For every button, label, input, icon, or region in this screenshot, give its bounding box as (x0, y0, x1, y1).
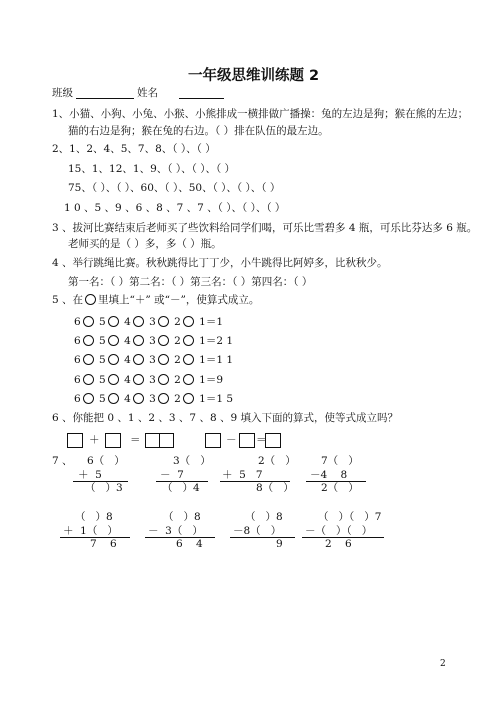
q2-line2: 15、1、12、1、9、（ ）、（ ）、（ ） (68, 163, 236, 175)
result: 1＝9 (199, 374, 224, 386)
q7-top: （ ）（ ）7 (318, 511, 382, 523)
blank-circle-icon (83, 354, 94, 365)
blank-circle-icon (108, 316, 119, 327)
q7-mid: ＋ 5 7 (222, 469, 263, 481)
blank-circle-icon (158, 335, 169, 346)
q3-line1: 3 、拔河比赛结束后老师买了些饮料给同学们喝，可乐比雪碧多 4 瓶，可乐比芬达多 6 瓶。 (52, 222, 478, 234)
num: 2 (174, 316, 181, 328)
q7-top: （ ）8 (75, 511, 113, 523)
num: 6 (74, 335, 81, 347)
num: 6 (74, 316, 81, 328)
blank-circle-icon (133, 374, 144, 385)
blank-circle-icon (183, 335, 194, 346)
q7-top: （ ）8 (163, 511, 201, 523)
num: 2 (174, 335, 181, 347)
q7-top: （ ）8 (245, 511, 283, 523)
answer-box (145, 433, 160, 448)
num: 5 (99, 374, 106, 386)
q2-line1: 2、1、2、4、5、7、8、（ ）、（ ） (52, 143, 216, 155)
blank-circle-icon (85, 294, 96, 305)
num: 4 (124, 335, 131, 347)
q7-bot: 7 6 (90, 538, 117, 550)
result: 1＝1 (199, 316, 224, 328)
blank-circle-icon (133, 354, 144, 365)
blank-circle-icon (158, 374, 169, 385)
q7-mid: －4 8 (310, 469, 348, 481)
page-number: 2 (440, 659, 446, 669)
name-blank (179, 98, 224, 99)
q7-label: 7 、 (52, 455, 73, 467)
result: 1＝1 1 (199, 354, 234, 366)
equals-sign: ＝ (256, 434, 267, 446)
num: 2 (174, 374, 181, 386)
q7-bot: 2（ ） (321, 482, 359, 494)
sum-line (230, 537, 295, 538)
name-label: 姓名 (137, 87, 158, 99)
q2-line4: 1 0 、5 、9 、6 、8 、7 、7 、（ ）、（ ）、（ ） (64, 202, 286, 214)
answer-box (159, 433, 174, 448)
q5-row (74, 354, 233, 367)
q7-bot: （ ）4 (162, 482, 200, 494)
q5-intro (52, 294, 259, 307)
q7-top: 7（ ） (321, 455, 359, 467)
q5-row (74, 393, 233, 406)
answer-box (105, 433, 121, 448)
class-blank (76, 98, 134, 99)
blank-circle-icon (183, 354, 194, 365)
q4-line1: 4 、举行跳绳比赛。秋秋跳得比丁丁少，小牛跳得比阿婷多，比秋秋少。 (52, 257, 388, 269)
q7-bot: 9 (276, 538, 283, 550)
blank-circle-icon (108, 354, 119, 365)
q7-mid: －8（ ） (233, 525, 282, 537)
q1-line1: 1、小猫、小狗、小兔、小猴、小熊排成一横排做广播操：兔的左边是狗；猴在熊的左边； (52, 108, 469, 120)
q1-line2: 猫的右边是狗；猴在兔的右边。（ ）排在队伍的最左边。 (68, 125, 329, 137)
q7-top: 3（ ） (173, 455, 211, 467)
num: 6 (74, 393, 81, 405)
answer-box (265, 433, 281, 448)
blank-circle-icon (83, 335, 94, 346)
q7-mid: －（ ）（ ） (305, 525, 373, 537)
q7-bot: 8（ ） (256, 482, 294, 494)
num: 4 (124, 354, 131, 366)
num: 4 (124, 374, 131, 386)
answer-box (239, 433, 255, 448)
q3-line2: 老师买的是（ ）多，多（ ）瓶。 (68, 238, 222, 250)
q7-bot: （ ）3 (85, 482, 123, 494)
q4-line2: 第一名：（ ）第二名：（ ）第三名：（ ）第四名：（ ） (68, 276, 313, 288)
q7-bot: 6 4 (176, 538, 203, 550)
blank-circle-icon (133, 316, 144, 327)
q5-row (74, 335, 233, 348)
num: 4 (124, 393, 131, 405)
q6-text: 6 、你能把 0 、1 、2 、3 、7 、8 、9 填入下面的算式，使等式成立吗？ (52, 412, 398, 424)
blank-circle-icon (183, 374, 194, 385)
result: 1＝2 1 (199, 335, 234, 347)
blank-circle-icon (183, 316, 194, 327)
q2-line3: 75、（ ）、（ ）、60、（ ）、50、（ ）、（ ）、（ ） (68, 182, 281, 194)
num: 4 (124, 316, 131, 328)
num: 6 (74, 374, 81, 386)
q5-intro-b: 里填上“＋” 或“－”，使算式成立。 (98, 294, 260, 306)
q7-mid: ＋ 5 (78, 469, 102, 481)
num: 5 (99, 335, 106, 347)
blank-circle-icon (183, 393, 194, 404)
q7-mid: － 3（ ） (148, 525, 203, 537)
num: 5 (99, 316, 106, 328)
equals-sign: ＝ (130, 434, 141, 446)
num: 2 (174, 354, 181, 366)
num: 3 (149, 316, 156, 328)
blank-circle-icon (158, 393, 169, 404)
num: 5 (99, 354, 106, 366)
blank-circle-icon (108, 335, 119, 346)
blank-circle-icon (108, 374, 119, 385)
blank-circle-icon (158, 354, 169, 365)
page-title: 一年级思维训练题 2 (188, 68, 320, 84)
blank-circle-icon (83, 393, 94, 404)
num: 3 (149, 335, 156, 347)
q5-row (74, 374, 223, 387)
num: 3 (149, 393, 156, 405)
q7-mid: ＋ 1（ ） (63, 525, 118, 537)
q7-mid: － 7 (160, 469, 184, 481)
num: 3 (149, 354, 156, 366)
answer-box (67, 433, 83, 448)
q7-top: 6（ ） (87, 455, 125, 467)
answer-box (205, 433, 221, 448)
q5-intro-a: 5 、在 (52, 294, 84, 306)
result: 1＝1 5 (199, 393, 234, 405)
num: 2 (174, 393, 181, 405)
q7-top: 2（ ） (258, 455, 296, 467)
blank-circle-icon (133, 335, 144, 346)
num: 6 (74, 354, 81, 366)
class-label: 班级 (52, 87, 73, 99)
plus-sign: ＋ (89, 434, 100, 446)
blank-circle-icon (83, 374, 94, 385)
blank-circle-icon (108, 393, 119, 404)
q7-bot: 2 6 (325, 538, 352, 550)
blank-circle-icon (83, 316, 94, 327)
num: 5 (99, 393, 106, 405)
num: 3 (149, 374, 156, 386)
q5-row (74, 316, 223, 329)
blank-circle-icon (133, 393, 144, 404)
blank-circle-icon (158, 316, 169, 327)
minus-sign: － (226, 434, 237, 446)
